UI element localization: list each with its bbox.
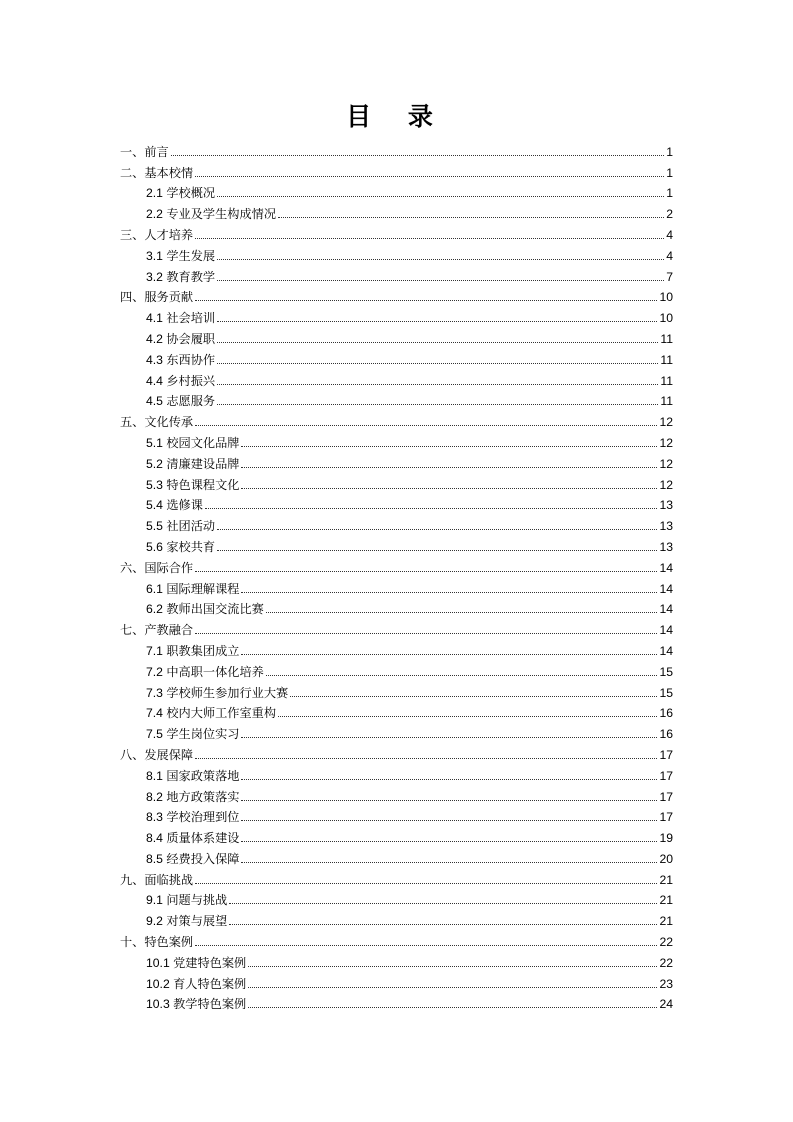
toc-page-number: 16 [659, 727, 673, 742]
toc-entry[interactable] [120, 846, 673, 867]
toc-entry-number: 10.2 [146, 976, 174, 991]
toc-entry[interactable] [120, 347, 673, 368]
toc-entry[interactable] [120, 201, 673, 222]
toc-page-number: 14 [659, 623, 673, 638]
toc-entry[interactable] [120, 285, 673, 306]
toc-entry-text: 清廉建设品牌 [166, 456, 240, 471]
toc-entry-label [120, 747, 193, 763]
toc-page-number: 16 [659, 706, 673, 721]
toc-entry[interactable] [120, 721, 673, 742]
toc-entry-number: 5.2 [146, 456, 167, 471]
toc-page-number: 2 [666, 207, 673, 222]
toc-page-number: 22 [659, 935, 673, 950]
toc-page-number: 14 [659, 602, 673, 617]
toc-dot-leader [241, 445, 657, 447]
toc-entry-number: 6.2 [146, 602, 167, 617]
toc-dot-leader [205, 507, 658, 509]
toc-page-number: 17 [659, 747, 673, 762]
toc-entry[interactable] [120, 368, 673, 389]
toc-entry-text: 十、特色案例 [120, 935, 194, 950]
toc-entry-text: 校内大师工作室重构 [166, 706, 277, 721]
toc-entry-text: 学校概况 [166, 186, 216, 201]
toc-entry-number: 9.1 [146, 893, 167, 908]
toc-entry-number: 7.3 [146, 685, 167, 700]
toc-dot-leader [241, 840, 657, 842]
toc-entry-label [146, 373, 215, 389]
toc-dot-leader [278, 216, 664, 218]
toc-entry-label [146, 955, 246, 971]
toc-entry-text: 一、前言 [120, 144, 169, 159]
toc-entry[interactable] [120, 763, 673, 784]
toc-entry[interactable] [120, 139, 673, 160]
toc-entry[interactable] [120, 825, 673, 846]
toc-entry-number: 5.5 [146, 519, 167, 534]
toc-entry-text: 六、国际合作 [120, 560, 194, 575]
toc-entry-label [146, 685, 288, 701]
toc-entry-text: 地方政策落实 [166, 789, 240, 804]
toc-entry-number: 7.1 [146, 643, 167, 658]
toc-entry[interactable] [120, 597, 673, 618]
toc-entry[interactable] [120, 555, 673, 576]
toc-entry-number: 4.5 [146, 394, 167, 409]
toc-entry-text: 志愿服务 [166, 394, 216, 409]
toc-entry-label [146, 331, 215, 347]
toc-entry-label [146, 539, 215, 555]
toc-entry-label [146, 892, 227, 908]
toc-entry-text: 问题与挑战 [166, 893, 228, 908]
toc-entry[interactable] [120, 513, 673, 534]
toc-page-number: 15 [659, 664, 673, 679]
toc-page-number: 12 [659, 477, 673, 492]
toc-dot-leader [195, 882, 657, 884]
toc-entry[interactable] [120, 389, 673, 410]
toc-dot-leader [195, 632, 657, 634]
toc-entry-label [146, 393, 215, 409]
toc-entry-label [146, 643, 239, 659]
toc-entry-number: 3.1 [146, 248, 167, 263]
toc-dot-leader [266, 611, 658, 613]
toc-dot-leader [195, 570, 657, 572]
toc-page-number: 17 [659, 768, 673, 783]
toc-entry-label [146, 789, 239, 805]
toc-entry-text: 家校共育 [166, 539, 216, 554]
toc-dot-leader [248, 1006, 657, 1008]
toc-entry-text: 中高职一体化培养 [166, 664, 264, 679]
toc-page-number: 23 [659, 976, 673, 991]
toc-dot-leader [195, 757, 657, 759]
toc-dot-leader [195, 237, 664, 239]
toc-entry-label [146, 913, 227, 929]
toc-dot-leader [248, 965, 657, 967]
toc-page-number: 1 [666, 144, 673, 159]
toc-dot-leader [195, 175, 664, 177]
toc-dot-leader [241, 591, 657, 593]
toc-entry-number: 10.1 [146, 955, 174, 970]
toc-entry-label [146, 185, 215, 201]
toc-page-number: 14 [659, 560, 673, 575]
toc-entry-text: 专业及学生构成情况 [166, 207, 277, 222]
toc-dot-leader [217, 258, 664, 260]
toc-page-number: 24 [659, 997, 673, 1012]
toc-page-number: 19 [659, 831, 673, 846]
toc-entry-number: 6.1 [146, 581, 167, 596]
toc-entry-label [146, 664, 264, 680]
toc-entry-text: 协会履职 [166, 331, 216, 346]
toc-entry[interactable] [120, 888, 673, 909]
toc-entry-text: 学校治理到位 [166, 810, 240, 825]
toc-entry-label [146, 726, 239, 742]
toc-entry-text: 教育教学 [166, 269, 216, 284]
toc-entry-text: 党建特色案例 [173, 955, 247, 970]
toc-entry-text: 职教集团成立 [166, 643, 240, 658]
toc-entry-number: 2.1 [146, 186, 167, 201]
toc-entry-number: 5.3 [146, 477, 167, 492]
toc-dot-leader [217, 195, 664, 197]
toc-dot-leader [241, 487, 657, 489]
toc-entry-number: 4.3 [146, 352, 167, 367]
toc-page-number: 12 [659, 435, 673, 450]
toc-entry[interactable] [120, 992, 673, 1013]
toc-page-number: 15 [659, 685, 673, 700]
toc-page-number: 4 [666, 227, 673, 242]
toc-entry[interactable] [120, 680, 673, 701]
toc-entry-text: 国际理解课程 [166, 581, 240, 596]
toc-page-number: 11 [660, 331, 673, 346]
toc-entry-number: 9.2 [146, 914, 167, 929]
toc-dot-leader [229, 902, 657, 904]
toc-entry-label [146, 768, 239, 784]
toc-page-number: 20 [659, 851, 673, 866]
toc-entry-text: 乡村振兴 [166, 373, 216, 388]
toc-dot-leader [241, 799, 657, 801]
page-title: 目 录 [346, 102, 447, 131]
toc-entry-number: 10.3 [146, 997, 174, 1012]
toc-entry-label [146, 581, 239, 597]
toc-entry-number: 8.5 [146, 851, 167, 866]
toc-dot-leader [278, 715, 657, 717]
toc-entry-number: 4.1 [146, 311, 167, 326]
toc-entry-number: 5.4 [146, 498, 167, 513]
toc-entry[interactable] [120, 493, 673, 514]
toc-entry-label [146, 705, 276, 721]
toc-entry-text: 八、发展保障 [120, 747, 194, 762]
toc-entry-number: 5.6 [146, 539, 167, 554]
toc-dot-leader [248, 986, 657, 988]
toc-dot-leader [217, 528, 657, 530]
toc-entry-number: 7.5 [146, 727, 167, 742]
toc-entry-text: 对策与展望 [166, 914, 228, 929]
toc-entry[interactable] [120, 160, 673, 181]
toc-entry[interactable] [120, 617, 673, 638]
toc-dot-leader [290, 695, 657, 697]
toc-dot-leader [217, 383, 658, 385]
toc-entry[interactable] [120, 742, 673, 763]
toc-page-number: 11 [660, 352, 673, 367]
toc-dot-leader [195, 299, 657, 301]
toc-dot-leader [241, 819, 657, 821]
toc-entry-text: 选修课 [166, 498, 203, 513]
toc-entry-label [120, 622, 193, 638]
toc-page-number: 10 [659, 290, 673, 305]
toc-entry[interactable] [120, 264, 673, 285]
toc-entry-label [146, 310, 215, 326]
toc-page-number: 13 [659, 498, 673, 513]
toc-dot-leader [241, 778, 657, 780]
toc-entry-label [146, 477, 239, 493]
toc-page-number: 21 [659, 893, 673, 908]
toc-entry-text: 经费投入保障 [166, 851, 240, 866]
toc-entry[interactable] [120, 305, 673, 326]
toc-dot-leader [229, 923, 657, 925]
toc-page-number: 13 [659, 539, 673, 554]
toc-entry-text: 质量体系建设 [166, 831, 240, 846]
toc-entry[interactable] [120, 222, 673, 243]
toc-entry-label [146, 518, 215, 534]
toc-dot-leader [217, 403, 658, 405]
toc-entry-label [146, 248, 215, 264]
toc-entry-label [146, 601, 264, 617]
toc-page-number: 1 [666, 165, 673, 180]
toc-page-number: 12 [659, 456, 673, 471]
toc-dot-leader [217, 549, 657, 551]
toc-page-number: 14 [659, 581, 673, 596]
toc-entry-text: 社团活动 [166, 519, 216, 534]
toc-entry-text: 育人特色案例 [173, 976, 247, 991]
toc-dot-leader [171, 154, 664, 156]
toc-dot-leader [217, 362, 658, 364]
table-of-contents [120, 139, 673, 1012]
toc-entry[interactable] [120, 472, 673, 493]
toc-entry-label [120, 144, 169, 160]
toc-entry-label [146, 456, 239, 472]
toc-entry-label [146, 206, 276, 222]
toc-dot-leader [217, 279, 664, 281]
toc-entry-label [146, 851, 239, 867]
toc-entry-label [120, 227, 193, 243]
toc-entry[interactable] [120, 784, 673, 805]
toc-page-number: 17 [659, 789, 673, 804]
toc-entry-label [146, 269, 215, 285]
toc-page-number: 4 [666, 248, 673, 263]
toc-entry-text: 四、服务贡献 [120, 290, 194, 305]
toc-entry[interactable] [120, 181, 673, 202]
toc-entry-text: 教学特色案例 [173, 997, 247, 1012]
toc-entry[interactable] [120, 326, 673, 347]
toc-page-number: 17 [659, 810, 673, 825]
toc-page-number: 11 [660, 394, 673, 409]
toc-entry[interactable] [120, 430, 673, 451]
toc-entry-label [146, 809, 239, 825]
toc-entry-text: 社会培训 [166, 311, 216, 326]
toc-entry-label [146, 996, 246, 1012]
toc-entry-label [120, 165, 193, 181]
toc-entry-text: 学生岗位实习 [166, 727, 240, 742]
toc-entry-text: 九、面临挑战 [120, 872, 194, 887]
toc-dot-leader [241, 466, 657, 468]
toc-page-number: 7 [666, 269, 673, 284]
toc-entry-label [146, 352, 215, 368]
toc-entry-text: 校园文化品牌 [166, 435, 240, 450]
toc-dot-leader [195, 944, 657, 946]
toc-entry[interactable] [120, 701, 673, 722]
toc-entry-label [120, 934, 193, 950]
toc-entry[interactable] [120, 409, 673, 430]
toc-entry-number: 4.2 [146, 331, 167, 346]
toc-entry-number: 5.1 [146, 435, 167, 450]
toc-entry[interactable] [120, 243, 673, 264]
toc-entry[interactable] [120, 867, 673, 888]
toc-page-number: 10 [659, 311, 673, 326]
toc-entry-label [146, 830, 239, 846]
toc-entry[interactable] [120, 659, 673, 680]
toc-dot-leader [241, 736, 657, 738]
toc-entry-label [146, 976, 246, 992]
toc-entry-number: 8.2 [146, 789, 167, 804]
toc-entry-number: 7.4 [146, 706, 167, 721]
toc-entry[interactable] [120, 805, 673, 826]
toc-entry[interactable] [120, 929, 673, 950]
toc-entry-label [120, 414, 193, 430]
toc-entry-number: 4.4 [146, 373, 167, 388]
toc-entry-text: 学校师生参加行业大赛 [166, 685, 289, 700]
toc-dot-leader [266, 674, 658, 676]
toc-page-number: 22 [659, 955, 673, 970]
toc-entry-number: 2.2 [146, 207, 167, 222]
toc-entry-text: 特色课程文化 [166, 477, 240, 492]
toc-page-number: 13 [659, 519, 673, 534]
toc-entry-number: 8.3 [146, 810, 167, 825]
toc-entry-label [146, 435, 239, 451]
toc-entry[interactable] [120, 576, 673, 597]
toc-entry-text: 国家政策落地 [166, 768, 240, 783]
toc-entry-label [120, 872, 193, 888]
toc-page-number: 11 [660, 373, 673, 388]
toc-dot-leader [217, 320, 657, 322]
toc-entry[interactable] [120, 908, 673, 929]
toc-entry-label [120, 289, 193, 305]
toc-entry[interactable] [120, 534, 673, 555]
toc-page-number: 21 [659, 914, 673, 929]
toc-entry[interactable] [120, 451, 673, 472]
toc-entry-label [146, 497, 203, 513]
toc-entry-number: 8.1 [146, 768, 167, 783]
toc-entry-number: 7.2 [146, 664, 167, 679]
toc-dot-leader [195, 424, 657, 426]
toc-entry-text: 东西协作 [166, 352, 216, 367]
toc-entry-label [120, 560, 193, 576]
toc-page-number: 21 [659, 872, 673, 887]
toc-entry-text: 学生发展 [166, 248, 216, 263]
toc-dot-leader [217, 341, 658, 343]
toc-entry-number: 8.4 [146, 831, 167, 846]
toc-entry[interactable] [120, 971, 673, 992]
toc-entry-text: 三、人才培养 [120, 227, 194, 242]
toc-entry-text: 教师出国交流比赛 [166, 602, 264, 617]
toc-page-number: 1 [666, 186, 673, 201]
toc-page-number: 14 [659, 643, 673, 658]
toc-entry-text: 二、基本校情 [120, 165, 194, 180]
toc-page-number: 12 [659, 415, 673, 430]
toc-entry-text: 七、产教融合 [120, 623, 194, 638]
toc-entry-text: 五、文化传承 [120, 415, 194, 430]
toc-entry[interactable] [120, 950, 673, 971]
toc-dot-leader [241, 861, 657, 863]
toc-dot-leader [241, 653, 657, 655]
toc-entry[interactable] [120, 638, 673, 659]
toc-entry-number: 3.2 [146, 269, 167, 284]
